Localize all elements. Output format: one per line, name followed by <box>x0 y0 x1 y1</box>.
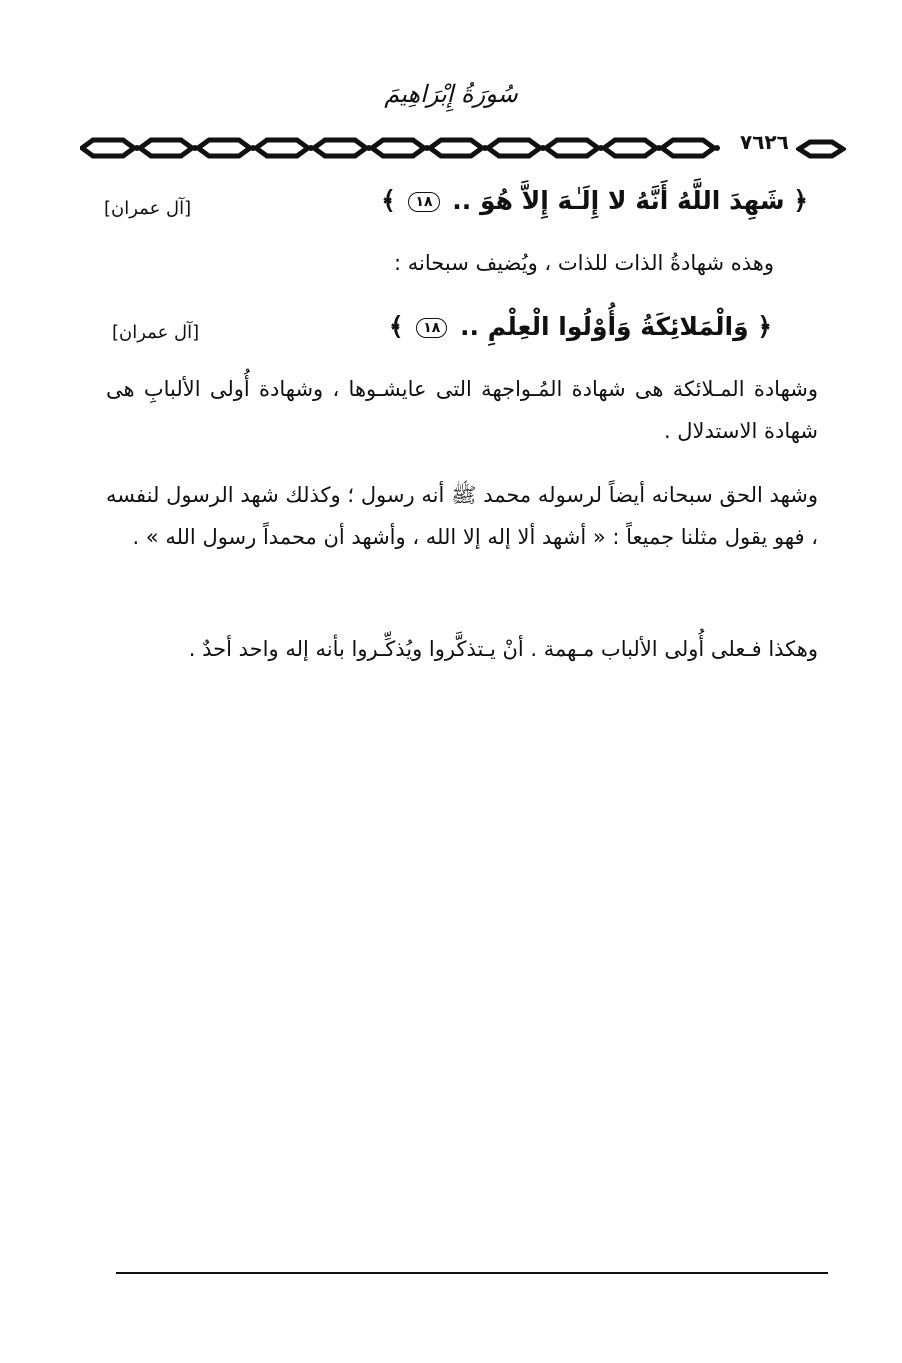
paragraph-3: وشهد الحق سبحانه أيضاً لرسوله محمد ﷺ أنه رسول ؛ وكذلك شهد الرسول لنفسه ، فهو يقول مثلنا جميعاً : « أشهد ألا إله إلا الله ، وأشهد أن محمداً رسول الله » . <box>106 483 818 549</box>
verse-reference: [آل عمران] <box>112 322 200 343</box>
footer-rule <box>116 1272 828 1274</box>
chain-link <box>662 140 714 156</box>
chain-dot <box>714 145 720 151</box>
chain-link <box>546 140 598 156</box>
ayah-number: ١٨ <box>416 318 447 338</box>
chain-dot <box>308 145 314 151</box>
chain-dot <box>424 145 430 151</box>
verse-close-bracket: ﴾ <box>388 312 404 341</box>
chain-link <box>372 140 424 156</box>
verse-open-bracket: ﴿ <box>793 186 808 215</box>
page-number-ornament <box>796 138 846 160</box>
chain-dot <box>192 145 198 151</box>
chain-link <box>140 140 192 156</box>
chain-dot <box>366 145 372 151</box>
chain-dot <box>250 145 256 151</box>
ornamental-border <box>80 132 740 164</box>
chain-link <box>488 140 540 156</box>
page-number: ٧٦٢٦ <box>740 130 789 154</box>
ayah-number: ١٨ <box>408 192 439 212</box>
chain-link <box>314 140 366 156</box>
chain-dot <box>598 145 604 151</box>
paragraph-2: وشهادة المـلائكة هى شهادة المُـواجهة التى عايشـوها ، وشهادة أُولى الألبابِ هى شهادة الاستدلال . <box>106 377 818 443</box>
verse-text: شَهِدَ اللَّهُ أَنَّهُ لا إِلَـٰهَ إِلاَّ هُوَ .. <box>452 186 785 215</box>
chain-dot <box>656 145 662 151</box>
chain-dot <box>540 145 546 151</box>
surah-title: سُورَةُ إِبْرَاهِيمَ <box>384 80 518 108</box>
verse-close-bracket: ﴾ <box>381 186 396 215</box>
verse-open-bracket: ﴿ <box>757 312 772 341</box>
chain-link <box>82 140 134 156</box>
chain-dot <box>134 145 140 151</box>
quran-verse-2 <box>389 312 772 341</box>
chain-link <box>430 140 482 156</box>
chain-link <box>604 140 656 156</box>
quran-verse-1 <box>381 186 808 215</box>
chain-link <box>256 140 308 156</box>
verse-text: وَالْمَلائِكَةُ وَأُوْلُوا الْعِلْمِ .. <box>460 312 749 341</box>
verse-reference: [آل عمران] <box>104 198 192 219</box>
paragraph-1: وهذه شهادةُ الذات للذات ، ويُضيف سبحانه : <box>394 251 774 275</box>
chain-dot <box>482 145 488 151</box>
chain-link <box>198 140 250 156</box>
paragraph-4: وهكذا فـعلى أُولى الألباب مـهمة . أنْ يـتذكَّروا ويُذكِّـروا بأنه إله واحد أحدٌ . <box>188 637 818 661</box>
